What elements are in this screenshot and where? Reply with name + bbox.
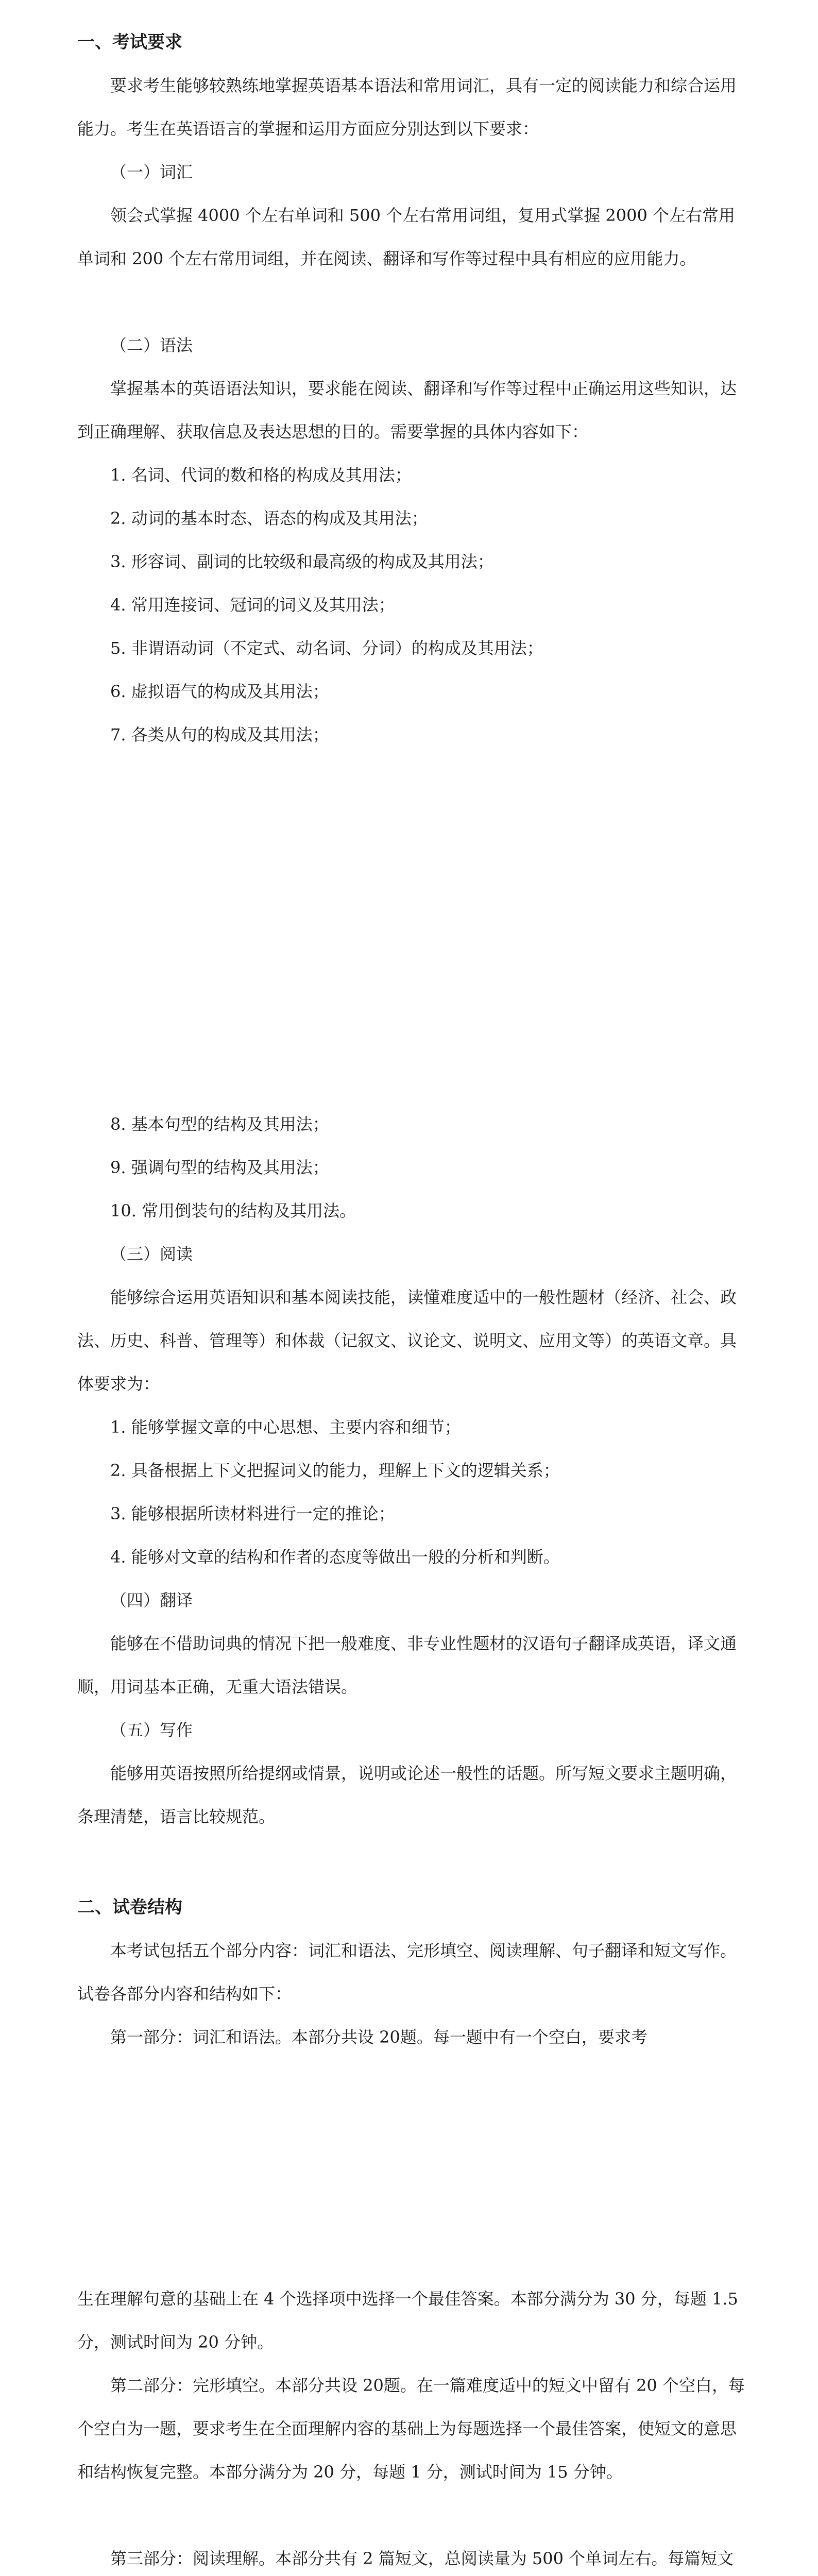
reading-item-2: 2. 具备根据上下文把握词义的能力，理解上下文的逻辑关系； [110, 1461, 560, 1480]
part3-paragraph: 第三部分：阅读理解。本部分共有 2 篇短文，总阅读量为 500 个单词左右。每篇短文 [110, 2549, 734, 2568]
writing-paragraph: 能够用英语按照所给提纲或情景，说明或论述一般性的话题。所写短文要求主题明确，条理清楚，语言比较规范。 [77, 1764, 737, 1826]
grammar-paragraph: 掌握基本的英语语法知识，要求能在阅读、翻译和写作等过程中正确运用这些知识，达到正确理解、获取信息及表达思想的目的。需要掌握的具体内容如下： [77, 379, 737, 442]
vocabulary-paragraph: 领会式掌握 4000 个左右单词和 500 个左右常用词组，复用式掌握 2000 个左右常用单词和 200 个左右常用词组，并在阅读、翻译和写作等过程中具有相应的应用能力。 [77, 206, 735, 268]
subsection-title-writing: （五）写作 [110, 1720, 193, 1740]
grammar-item-6: 6. 虚拟语气的构成及其用法； [110, 682, 329, 701]
grammar-item-2: 2. 动词的基本时态、语态的构成及其用法； [110, 509, 428, 528]
reading-paragraph: 能够综合运用英语知识和基本阅读技能，读懂难度适中的一般性题材（经济、社会、政法、历史、科普、管理等）和体裁（记叙文、议论文、说明文、应用文等）的英语文章。具体要求为： [77, 1287, 737, 1394]
grammar-item-1: 1. 名词、代词的数和格的构成及其用法； [110, 465, 412, 485]
grammar-item-8: 8. 基本句型的结构及其用法； [110, 1114, 329, 1134]
part2-paragraph: 第二部分：完形填空。本部分共设 20题。在一篇难度适中的短文中留有 20 个空白，每个空白为一题，要求考生在全面理解内容的基础上为每题选择一个最佳答案，使短文的意思和结构恢复完整。本部分满分为 20 分，每题 1 分，测试时间为 15 分钟。 [77, 2376, 745, 2482]
part1-paragraph-start: 第一部分：词汇和语法。本部分共设 20题。每一题中有一个空白，要求考 [110, 2027, 647, 2047]
subsection-title-grammar: （二）语法 [110, 335, 193, 355]
grammar-item-5: 5. 非谓语动词（不定式、动名词、分词）的构成及其用法； [110, 638, 543, 658]
section-heading-paper-structure: 二、试卷结构 [77, 1897, 182, 1918]
subsection-title-translation: （四）翻译 [110, 1590, 193, 1610]
grammar-item-4: 4. 常用连接词、冠词的词义及其用法； [110, 595, 395, 615]
subsection-title-vocabulary: （一）词汇 [110, 162, 193, 182]
translation-paragraph: 能够在不借助词典的情况下把一般难度、非专业性题材的汉语句子翻译成英语，译文通顺，用词基本正确，无重大语法错误。 [77, 1634, 737, 1697]
reading-item-4: 4. 能够对文章的结构和作者的态度等做出一般的分析和判断。 [110, 1547, 560, 1567]
reading-item-3: 3. 能够根据所读材料进行一定的推论； [110, 1504, 395, 1523]
grammar-item-9: 9. 强调句型的结构及其用法； [110, 1158, 329, 1177]
grammar-item-10: 10. 常用倒装句的结构及其用法。 [110, 1201, 356, 1221]
grammar-item-7: 7. 各类从句的构成及其用法； [110, 725, 329, 744]
structure-intro: 本考试包括五个部分内容：词汇和语法、完形填空、阅读理解、句子翻译和短文写作。试卷各部分内容和结构如下： [77, 1941, 737, 2004]
subsection-title-reading: （三）阅读 [110, 1244, 193, 1264]
grammar-item-3: 3. 形容词、副词的比较级和最高级的构成及其用法； [110, 552, 494, 571]
requirements-intro: 要求考生能够较熟练地掌握英语基本语法和常用词汇，具有一定的阅读能力和综合运用能力。考生在英语语言的掌握和运用方面应分别达到以下要求： [77, 76, 737, 139]
part1-paragraph-continued: 生在理解句意的基础上在 4 个选择项中选择一个最佳答案。本部分满分为 30 分，每题 1.5 分，测试时间为 20 分钟。 [77, 2289, 738, 2352]
reading-item-1: 1. 能够掌握文章的中心思想、主要内容和细节； [110, 1417, 461, 1437]
section-heading-exam-requirements: 一、考试要求 [77, 32, 182, 53]
